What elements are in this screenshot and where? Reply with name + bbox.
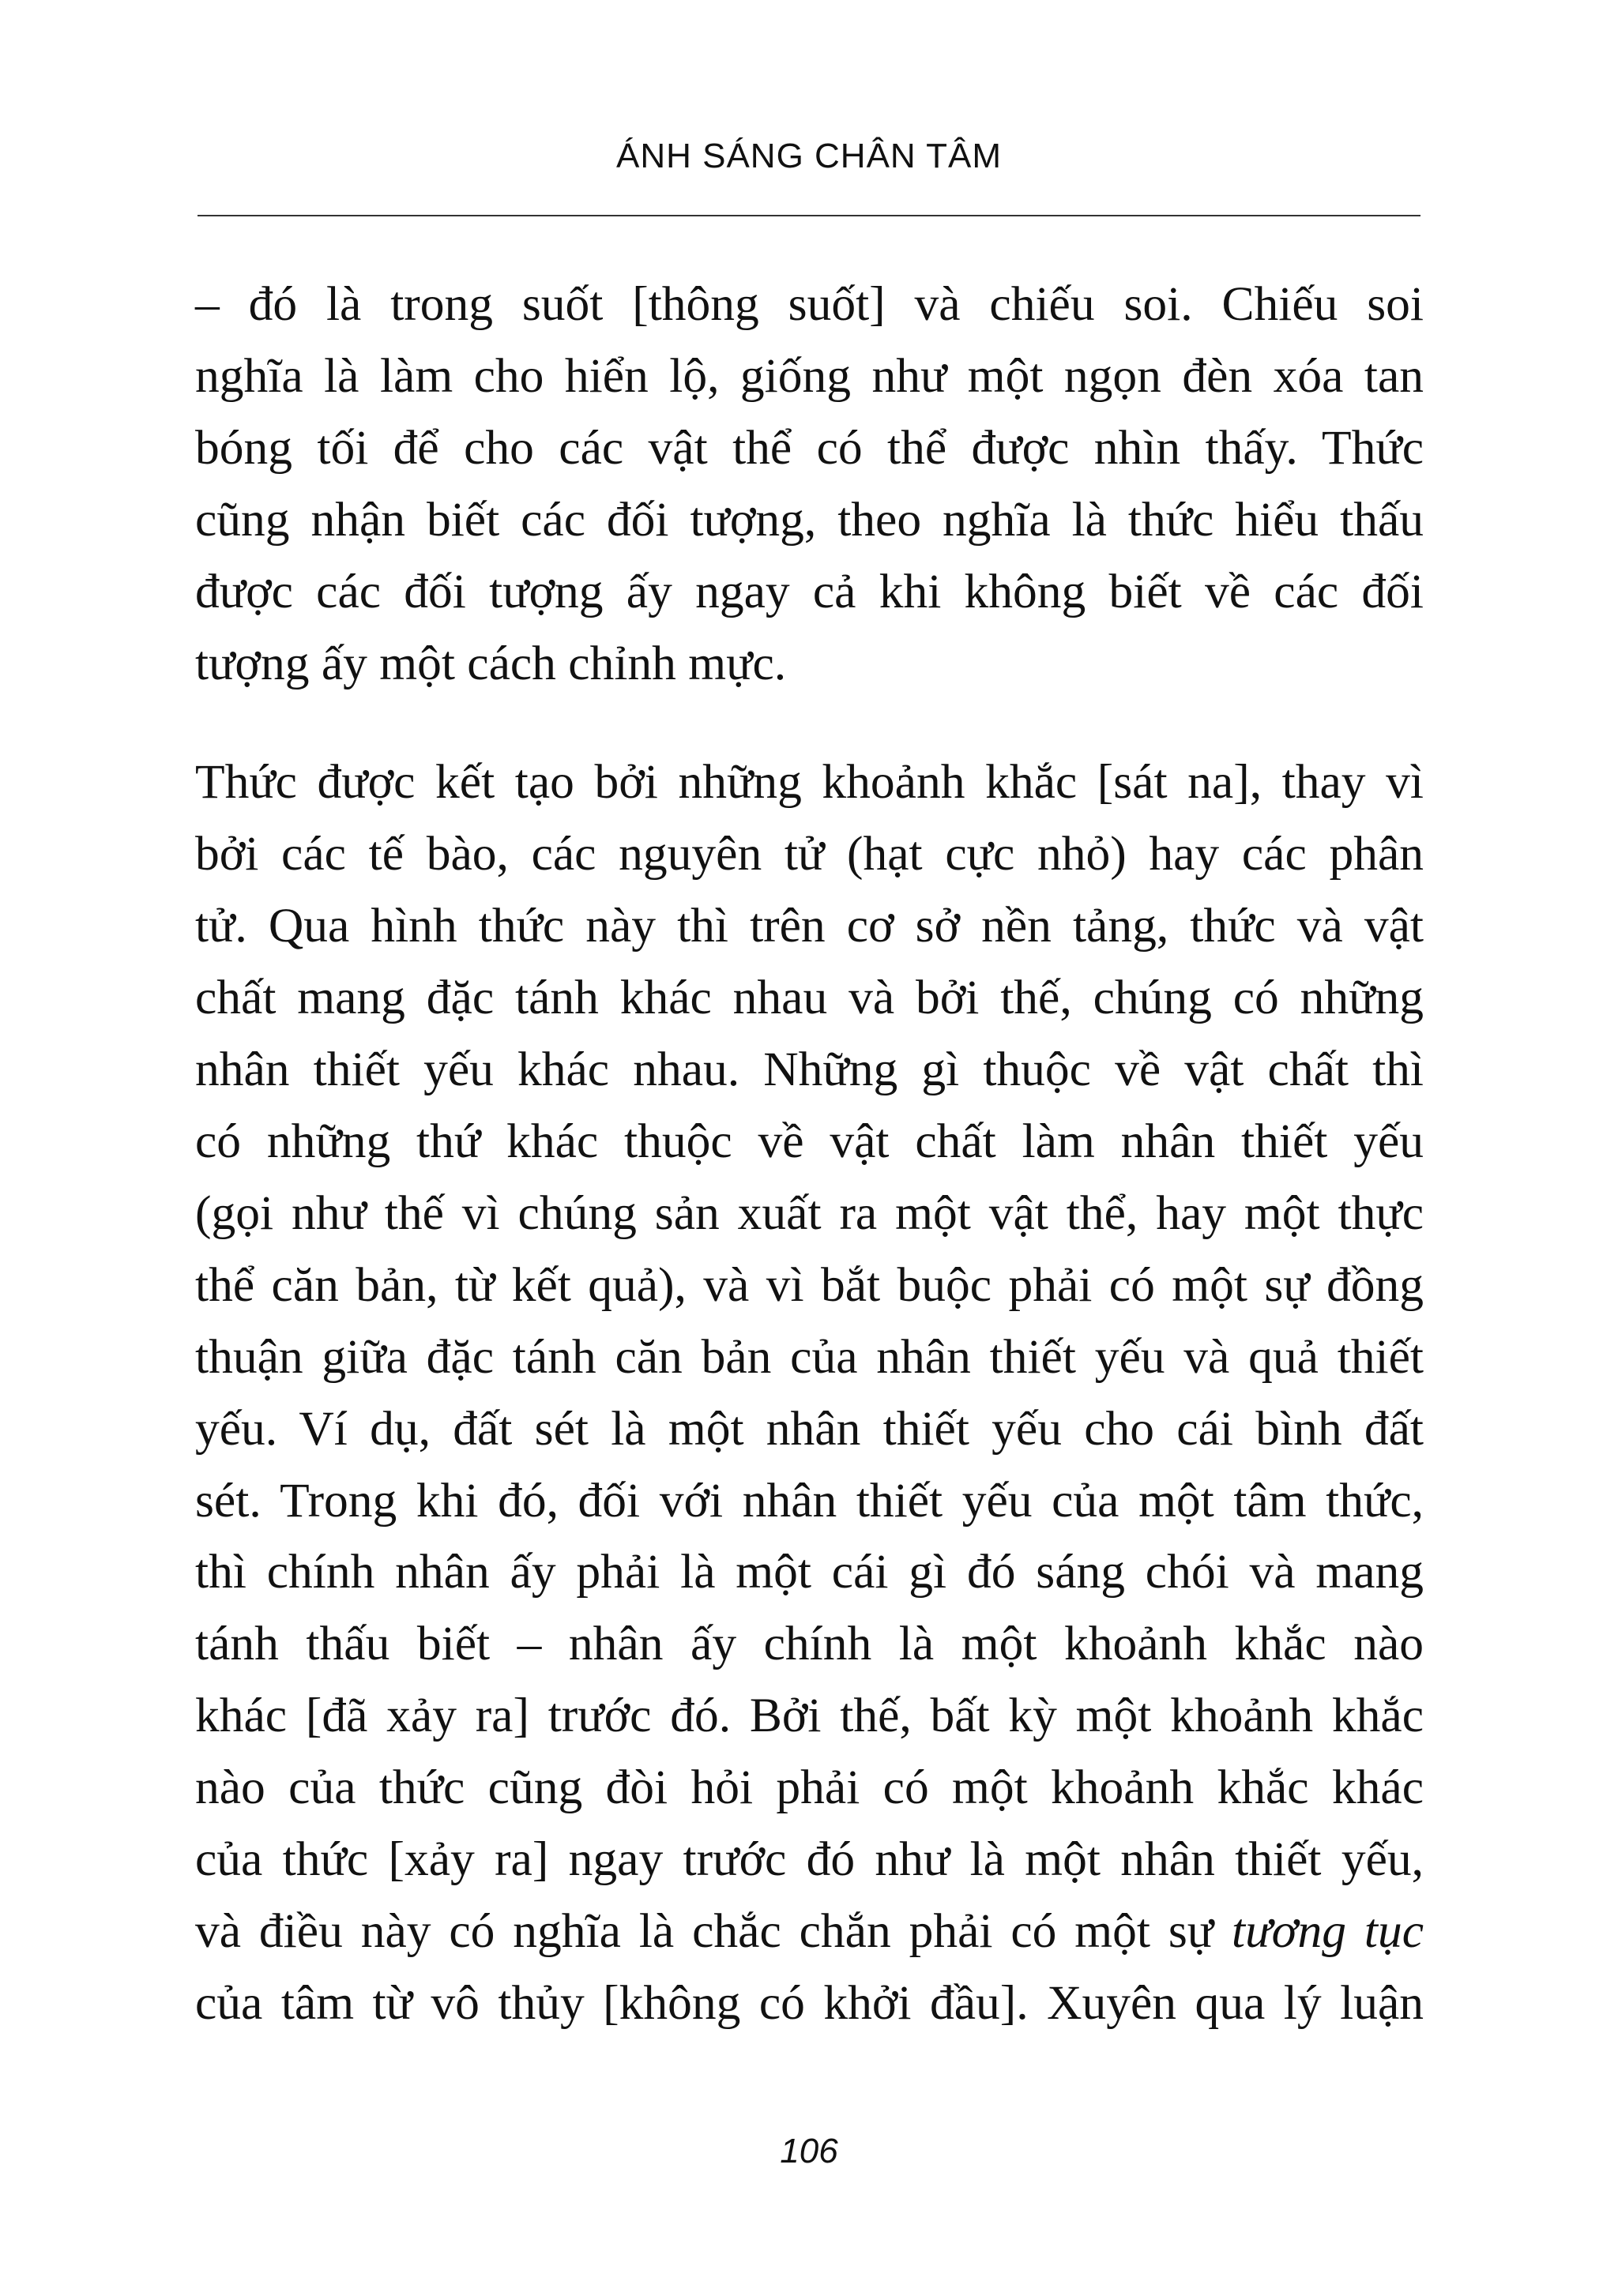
paragraph-1: [195, 269, 1424, 699]
text-line: [195, 1896, 1424, 1967]
text-line: yếu. Ví dụ, đất sét là một nhân thiết yếu cho cái bình đất: [195, 1401, 1424, 1456]
text-line: nhân thiết yếu khác nhau. Những gì thuộc về vật chất thì: [195, 1043, 1424, 1097]
running-header: ÁNH SÁNG CHÂN TÂM: [615, 137, 1003, 175]
text-line: của tâm từ vô thủy [không có khởi đầu]. Xuyên qua lý luận: [195, 1975, 1424, 2030]
italic-term: tương tục: [1232, 1903, 1424, 1958]
text-line: được các đối tượng ấy ngay cả khi không biết về các đối: [195, 564, 1424, 618]
text-line: bởi các tế bào, các nguyên tử (hạt cực nhỏ) hay các phân: [195, 827, 1424, 881]
text-line: – đó là trong suốt [thông suốt] và chiếu soi. Chiếu soi: [195, 277, 1424, 331]
text-line: thì chính nhân ấy phải là một cái gì đó sáng chói và mang: [195, 1545, 1424, 1599]
text-line: có những thứ khác thuộc về vật chất làm nhân thiết yếu: [195, 1114, 1424, 1168]
text-line: sét. Trong khi đó, đối với nhân thiết yếu của một tâm thức,: [195, 1473, 1424, 1528]
paragraph-2: [195, 746, 1424, 2039]
text-line: nào của thức cũng đòi hỏi phải có một khoảnh khắc khác: [195, 1761, 1424, 1815]
body-text: [195, 269, 1424, 2039]
page-number: 106: [780, 2132, 838, 2170]
text-line: bóng tối để cho các vật thể có thể được nhìn thấy. Thức: [195, 420, 1424, 475]
text-line: nghĩa là làm cho hiển lộ, giống như một ngọn đèn xóa tan: [195, 348, 1424, 403]
text-line: Thức được kết tạo bởi những khoảnh khắc [sát na], thay vì: [195, 755, 1424, 810]
text-line: cũng nhận biết các đối tượng, theo nghĩa là thức hiểu thấu: [195, 492, 1424, 547]
header-divider: [198, 215, 1420, 216]
text-line: chất mang đặc tánh khác nhau và bởi thế, chúng có những: [195, 971, 1424, 1025]
text-line: tử. Qua hình thức này thì trên cơ sở nền tảng, thức và vật: [195, 899, 1424, 953]
text-line: thể căn bản, từ kết quả), và vì bắt buộc phải có một sự đồng: [195, 1257, 1424, 1312]
text-line: thuận giữa đặc tánh căn bản của nhân thiết yếu và quả thiết: [195, 1329, 1424, 1384]
text-line: (gọi như thế vì chúng sản xuất ra một vật thể, hay một thực: [195, 1186, 1424, 1240]
text-line: của thức [xảy ra] ngay trước đó như là một nhân thiết yếu,: [195, 1832, 1424, 1887]
text-line: khác [đã xảy ra] trước đó. Bởi thế, bất kỳ một khoảnh khắc: [195, 1689, 1424, 1743]
text-segment: và điều này có nghĩa là chắc chắn phải có một sự: [195, 1903, 1232, 1958]
text-line: tượng ấy một cách chỉnh mực.: [195, 636, 787, 690]
text-line: tánh thấu biết – nhân ấy chính là một khoảnh khắc nào: [195, 1617, 1424, 1671]
